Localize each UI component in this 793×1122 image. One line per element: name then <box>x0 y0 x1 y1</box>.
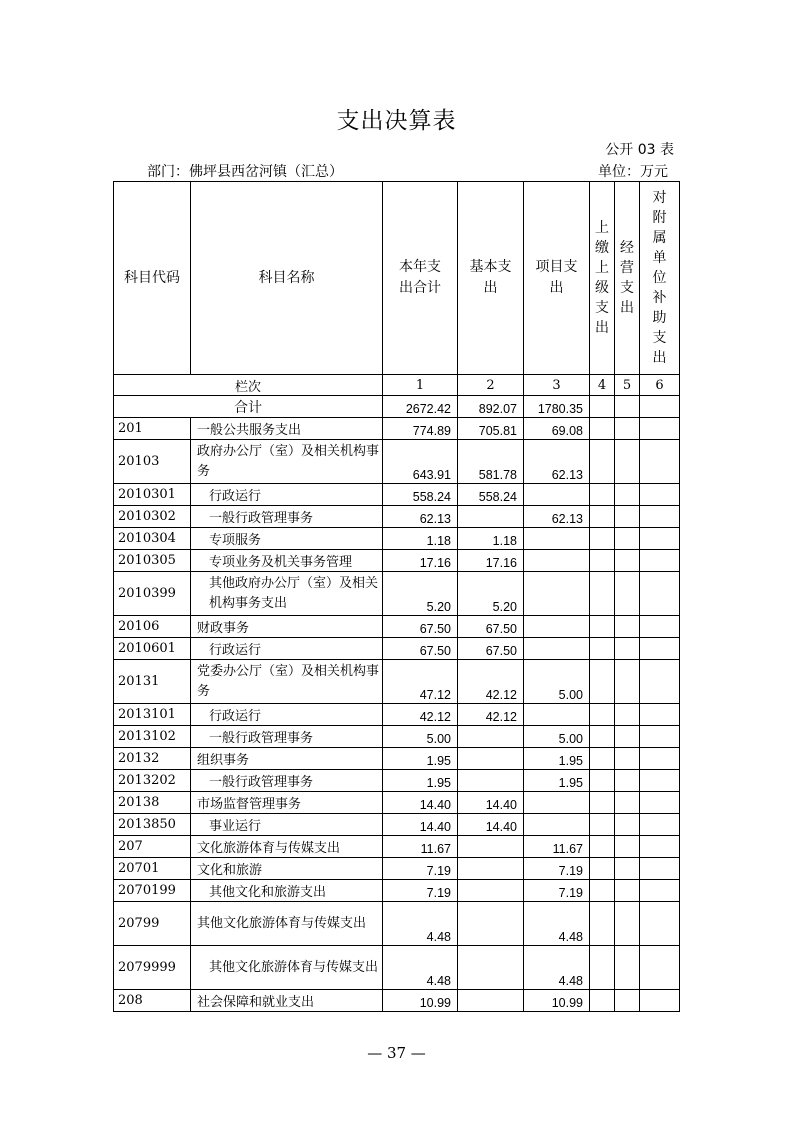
header-row <box>114 182 680 375</box>
row-basic: 42.12 <box>458 660 524 704</box>
table-row <box>114 704 680 726</box>
row-code: 2010399 <box>114 572 191 616</box>
empty-cell <box>640 440 680 484</box>
column-row-label: 栏次 <box>114 375 383 396</box>
row-basic: 705.81 <box>458 418 524 440</box>
table-row <box>114 792 680 814</box>
row-basic <box>458 858 524 880</box>
empty-cell <box>615 990 640 1012</box>
row-code: 2010302 <box>114 506 191 528</box>
empty-cell <box>615 946 640 990</box>
row-name: 其他文化和旅游支出 <box>191 880 383 902</box>
empty-cell <box>590 440 615 484</box>
row-code: 20701 <box>114 858 191 880</box>
row-project <box>524 550 590 572</box>
header-total: 本年支出合计 <box>383 182 458 375</box>
table-row <box>114 902 680 946</box>
empty-cell <box>615 748 640 770</box>
row-total: 14.40 <box>383 792 458 814</box>
table-row <box>114 484 680 506</box>
row-code: 208 <box>114 990 191 1012</box>
row-project: 7.19 <box>524 858 590 880</box>
row-name: 行政运行 <box>191 638 383 660</box>
page-number: — 37 — <box>367 1044 426 1062</box>
row-name: 文化和旅游 <box>191 858 383 880</box>
header-project: 项目支出 <box>524 182 590 375</box>
row-total: 1.95 <box>383 748 458 770</box>
empty-cell <box>590 880 615 902</box>
row-code: 207 <box>114 836 191 858</box>
row-project: 1.95 <box>524 770 590 792</box>
row-project: 62.13 <box>524 440 590 484</box>
table-row <box>114 616 680 638</box>
row-project <box>524 572 590 616</box>
row-basic <box>458 726 524 748</box>
row-basic <box>458 748 524 770</box>
empty-cell <box>615 660 640 704</box>
column-number: 2 <box>458 375 524 396</box>
row-project <box>524 638 590 660</box>
row-project: 10.99 <box>524 990 590 1012</box>
row-code: 20799 <box>114 902 191 946</box>
empty-cell <box>640 880 680 902</box>
empty-cell <box>615 418 640 440</box>
row-total: 5.20 <box>383 572 458 616</box>
empty-cell <box>615 440 640 484</box>
row-project <box>524 616 590 638</box>
empty-cell <box>590 726 615 748</box>
department-label: 部门：佛坪县西岔河镇（汇总） <box>147 164 343 180</box>
table-row <box>114 638 680 660</box>
row-name: 其他文化旅游体育与传媒支出 <box>191 902 383 946</box>
empty-cell <box>590 990 615 1012</box>
row-total: 1.18 <box>383 528 458 550</box>
empty-cell <box>590 418 615 440</box>
empty-cell <box>590 858 615 880</box>
row-basic: 17.16 <box>458 550 524 572</box>
empty-cell <box>640 572 680 616</box>
row-code: 2010601 <box>114 638 191 660</box>
row-code: 2013102 <box>114 726 191 748</box>
row-project: 4.48 <box>524 946 590 990</box>
row-total: 10.99 <box>383 990 458 1012</box>
row-project: 11.67 <box>524 836 590 858</box>
empty-cell <box>590 748 615 770</box>
empty-cell <box>615 704 640 726</box>
table-row <box>114 814 680 836</box>
row-name: 一般公共服务支出 <box>191 418 383 440</box>
empty-cell <box>590 814 615 836</box>
row-name: 财政事务 <box>191 616 383 638</box>
row-name: 党委办公厅（室）及相关机构事务 <box>191 660 383 704</box>
row-project <box>524 814 590 836</box>
row-basic <box>458 506 524 528</box>
table-row <box>114 748 680 770</box>
empty-cell <box>590 836 615 858</box>
empty-cell <box>640 748 680 770</box>
empty-cell <box>640 616 680 638</box>
header-name: 科目名称 <box>191 182 383 375</box>
table-row <box>114 528 680 550</box>
row-name: 专项服务 <box>191 528 383 550</box>
row-basic <box>458 836 524 858</box>
row-project: 62.13 <box>524 506 590 528</box>
row-basic <box>458 990 524 1012</box>
row-code: 20132 <box>114 748 191 770</box>
empty-cell <box>640 946 680 990</box>
row-name: 市场监督管理事务 <box>191 792 383 814</box>
table-row <box>114 770 680 792</box>
column-number: 3 <box>524 375 590 396</box>
empty-cell <box>640 484 680 506</box>
table-row <box>114 880 680 902</box>
row-basic <box>458 902 524 946</box>
header-basic: 基本支出 <box>458 182 524 375</box>
expenditure-table <box>113 181 680 1012</box>
row-total: 42.12 <box>383 704 458 726</box>
empty-cell <box>590 484 615 506</box>
row-code: 2013202 <box>114 770 191 792</box>
empty-cell <box>615 528 640 550</box>
row-project <box>524 704 590 726</box>
row-total: 14.40 <box>383 814 458 836</box>
row-code: 2013850 <box>114 814 191 836</box>
row-name: 其他政府办公厅（室）及相关机构事务支出 <box>191 572 383 616</box>
empty-cell <box>615 726 640 748</box>
row-total: 4.48 <box>383 946 458 990</box>
table-row <box>114 572 680 616</box>
row-name: 政府办公厅（室）及相关机构事务 <box>191 440 383 484</box>
row-project: 5.00 <box>524 726 590 748</box>
header-business: 经营支出 <box>615 182 640 375</box>
column-number: 6 <box>640 375 680 396</box>
empty-cell <box>590 770 615 792</box>
table-row <box>114 836 680 858</box>
row-code: 2070199 <box>114 880 191 902</box>
row-code: 2010301 <box>114 484 191 506</box>
row-code: 20138 <box>114 792 191 814</box>
empty-cell <box>640 990 680 1012</box>
row-name: 事业运行 <box>191 814 383 836</box>
row-name: 其他文化旅游体育与传媒支出 <box>191 946 383 990</box>
empty-cell <box>615 836 640 858</box>
empty-cell <box>640 902 680 946</box>
table-row <box>114 418 680 440</box>
row-name: 行政运行 <box>191 704 383 726</box>
empty-cell <box>615 814 640 836</box>
row-basic: 581.78 <box>458 440 524 484</box>
empty-cell <box>590 660 615 704</box>
empty-cell <box>590 704 615 726</box>
table-row <box>114 946 680 990</box>
header-subsidy: 对附属单位补助支出 <box>640 182 680 375</box>
unit-label: 单位：万元 <box>598 164 668 180</box>
empty-cell <box>640 836 680 858</box>
row-basic <box>458 880 524 902</box>
table-row <box>114 440 680 484</box>
row-name: 一般行政管理事务 <box>191 770 383 792</box>
form-number: 公开 03 表 <box>605 142 674 158</box>
row-total: 558.24 <box>383 484 458 506</box>
row-project <box>524 484 590 506</box>
total-row <box>114 396 680 418</box>
table-row <box>114 858 680 880</box>
empty-cell <box>615 550 640 572</box>
empty-cell <box>640 550 680 572</box>
total-project: 1780.35 <box>524 396 590 418</box>
row-code: 2013101 <box>114 704 191 726</box>
empty-cell <box>640 528 680 550</box>
column-number: 4 <box>590 375 615 396</box>
empty-cell <box>640 792 680 814</box>
row-code: 2079999 <box>114 946 191 990</box>
empty-cell <box>590 946 615 990</box>
table-row <box>114 990 680 1012</box>
row-total: 67.50 <box>383 616 458 638</box>
row-basic <box>458 770 524 792</box>
row-code: 201 <box>114 418 191 440</box>
row-basic: 42.12 <box>458 704 524 726</box>
row-total: 17.16 <box>383 550 458 572</box>
empty-cell <box>615 484 640 506</box>
empty-cell <box>615 572 640 616</box>
row-basic: 14.40 <box>458 814 524 836</box>
page-title: 支出决算表 <box>336 108 457 134</box>
empty-cell <box>590 550 615 572</box>
row-total: 62.13 <box>383 506 458 528</box>
row-name: 组织事务 <box>191 748 383 770</box>
empty-cell <box>590 528 615 550</box>
column-number: 1 <box>383 375 458 396</box>
column-number: 5 <box>615 375 640 396</box>
empty-cell <box>615 616 640 638</box>
row-name: 行政运行 <box>191 484 383 506</box>
row-name: 社会保障和就业支出 <box>191 990 383 1012</box>
row-name: 一般行政管理事务 <box>191 506 383 528</box>
row-name: 一般行政管理事务 <box>191 726 383 748</box>
column-number-row <box>114 375 680 396</box>
empty-cell <box>640 770 680 792</box>
row-code: 2010305 <box>114 550 191 572</box>
row-total: 4.48 <box>383 902 458 946</box>
empty-cell <box>615 902 640 946</box>
row-basic: 67.50 <box>458 638 524 660</box>
row-project <box>524 792 590 814</box>
row-total: 643.91 <box>383 440 458 484</box>
row-code: 2010304 <box>114 528 191 550</box>
empty-cell <box>590 792 615 814</box>
empty-cell <box>615 792 640 814</box>
empty-cell <box>640 814 680 836</box>
table-row <box>114 726 680 748</box>
empty-cell <box>640 726 680 748</box>
row-basic <box>458 946 524 990</box>
empty-cell <box>590 572 615 616</box>
row-basic: 14.40 <box>458 792 524 814</box>
row-code: 20103 <box>114 440 191 484</box>
row-total: 7.19 <box>383 858 458 880</box>
row-total: 11.67 <box>383 836 458 858</box>
empty-cell <box>640 858 680 880</box>
total-label: 合计 <box>114 396 383 418</box>
empty-cell <box>640 704 680 726</box>
table-row <box>114 550 680 572</box>
row-basic: 67.50 <box>458 616 524 638</box>
empty-cell <box>640 418 680 440</box>
empty-cell <box>590 902 615 946</box>
total-amount: 2672.42 <box>383 396 458 418</box>
header-code: 科目代码 <box>114 182 191 375</box>
row-basic: 1.18 <box>458 528 524 550</box>
row-code: 20131 <box>114 660 191 704</box>
empty-cell <box>590 616 615 638</box>
row-total: 7.19 <box>383 880 458 902</box>
total-basic: 892.07 <box>458 396 524 418</box>
row-project: 4.48 <box>524 902 590 946</box>
table-row <box>114 506 680 528</box>
empty-cell <box>615 880 640 902</box>
table-row <box>114 660 680 704</box>
empty-cell <box>615 770 640 792</box>
empty-cell <box>640 660 680 704</box>
empty-cell <box>640 638 680 660</box>
row-total: 5.00 <box>383 726 458 748</box>
table-body <box>114 418 680 1012</box>
row-total: 1.95 <box>383 770 458 792</box>
row-basic: 5.20 <box>458 572 524 616</box>
row-project: 1.95 <box>524 748 590 770</box>
header-upper: 上缴上级支出 <box>590 182 615 375</box>
row-basic: 558.24 <box>458 484 524 506</box>
empty-cell <box>615 858 640 880</box>
empty-cell <box>590 506 615 528</box>
row-total: 67.50 <box>383 638 458 660</box>
row-project: 7.19 <box>524 880 590 902</box>
empty-cell <box>615 506 640 528</box>
row-name: 文化旅游体育与传媒支出 <box>191 836 383 858</box>
row-project <box>524 528 590 550</box>
empty-cell <box>640 506 680 528</box>
row-name: 专项业务及机关事务管理 <box>191 550 383 572</box>
empty-cell <box>590 638 615 660</box>
empty-cell <box>615 638 640 660</box>
row-total: 47.12 <box>383 660 458 704</box>
row-code: 20106 <box>114 616 191 638</box>
row-project: 69.08 <box>524 418 590 440</box>
row-total: 774.89 <box>383 418 458 440</box>
row-project: 5.00 <box>524 660 590 704</box>
